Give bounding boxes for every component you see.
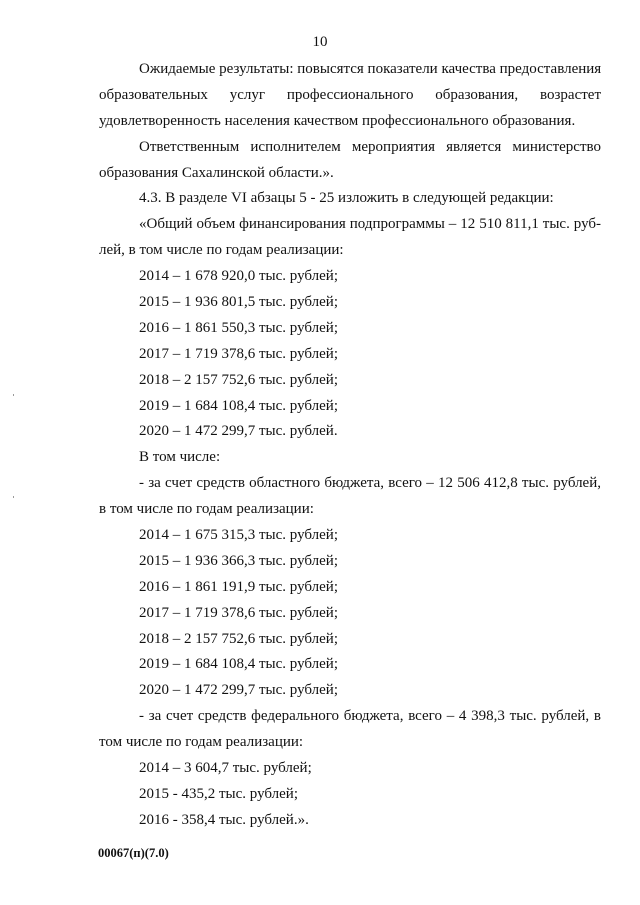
text-line: 2016 – 1 861 191,9 тыс. рублей; xyxy=(139,578,338,595)
text-line: 2014 – 1 678 920,0 тыс. рублей; xyxy=(139,268,338,285)
text-line: 2019 – 1 684 108,4 тыс. рублей; xyxy=(139,656,338,673)
text-line: 2015 - 435,2 тыс. рублей; xyxy=(139,785,298,802)
text-line: 2015 – 1 936 801,5 тыс. рублей; xyxy=(139,294,338,311)
text-line: 2014 – 1 675 315,3 тыс. рублей; xyxy=(139,527,338,544)
text-line: лей, в том числе по годам реализации: xyxy=(99,242,344,259)
document-body xyxy=(99,57,601,834)
page-number: 10 xyxy=(312,34,328,50)
text-line: 2016 – 1 861 550,3 тыс. рублей; xyxy=(139,319,338,336)
document-code: 00067(п)(7.0) xyxy=(98,846,169,860)
text-line: образования Сахалинской области.». xyxy=(99,164,334,181)
text-line: в том числе по годам реализации: xyxy=(99,501,314,518)
text-line: том числе по годам реализации: xyxy=(99,734,304,751)
text-line: - за счет средств областного бюджета, всего – 12 506 412,8 тыс. рублей, xyxy=(139,475,601,492)
text-line: Ожидаемые результаты: повысятся показатели качества предоставления xyxy=(139,61,602,77)
text-line: 2019 – 1 684 108,4 тыс. рублей; xyxy=(139,397,338,414)
text-line: 2020 – 1 472 299,7 тыс. рублей. xyxy=(139,423,338,440)
text-line: 2018 – 2 157 752,6 тыс. рублей; xyxy=(139,371,338,388)
text-line: 2017 – 1 719 378,6 тыс. рублей; xyxy=(139,604,338,621)
margin-mark xyxy=(13,496,14,498)
margin-mark xyxy=(13,394,14,396)
text-line: «Общий объем финансирования подпрограммы – 12 510 811,1 тыс. руб- xyxy=(139,216,601,233)
text-line: 2018 – 2 157 752,6 тыс. рублей; xyxy=(139,630,338,647)
text-line: 2014 – 3 604,7 тыс. рублей; xyxy=(139,760,312,777)
text-line: 2020 – 1 472 299,7 тыс. рублей; xyxy=(139,682,338,699)
text-line: 2016 - 358,4 тыс. рублей.». xyxy=(139,811,309,828)
text-line: 4.3. В разделе VI абзацы 5 - 25 изложить в следующей редакции: xyxy=(139,190,554,207)
text-line: Ответственным исполнителем мероприятия является министерство xyxy=(139,138,601,155)
text-line: - за счет средств федерального бюджета, всего – 4 398,3 тыс. рублей, в xyxy=(139,708,601,725)
text-line: В том числе: xyxy=(139,449,221,466)
text-line: образовательных услуг профессионального образования, возрастет xyxy=(99,86,601,103)
text-line: удовлетворенность населения качеством профессионального образования. xyxy=(99,112,576,129)
text-line: 2015 – 1 936 366,3 тыс. рублей; xyxy=(139,552,338,569)
text-line: 2017 – 1 719 378,6 тыс. рублей; xyxy=(139,345,338,362)
